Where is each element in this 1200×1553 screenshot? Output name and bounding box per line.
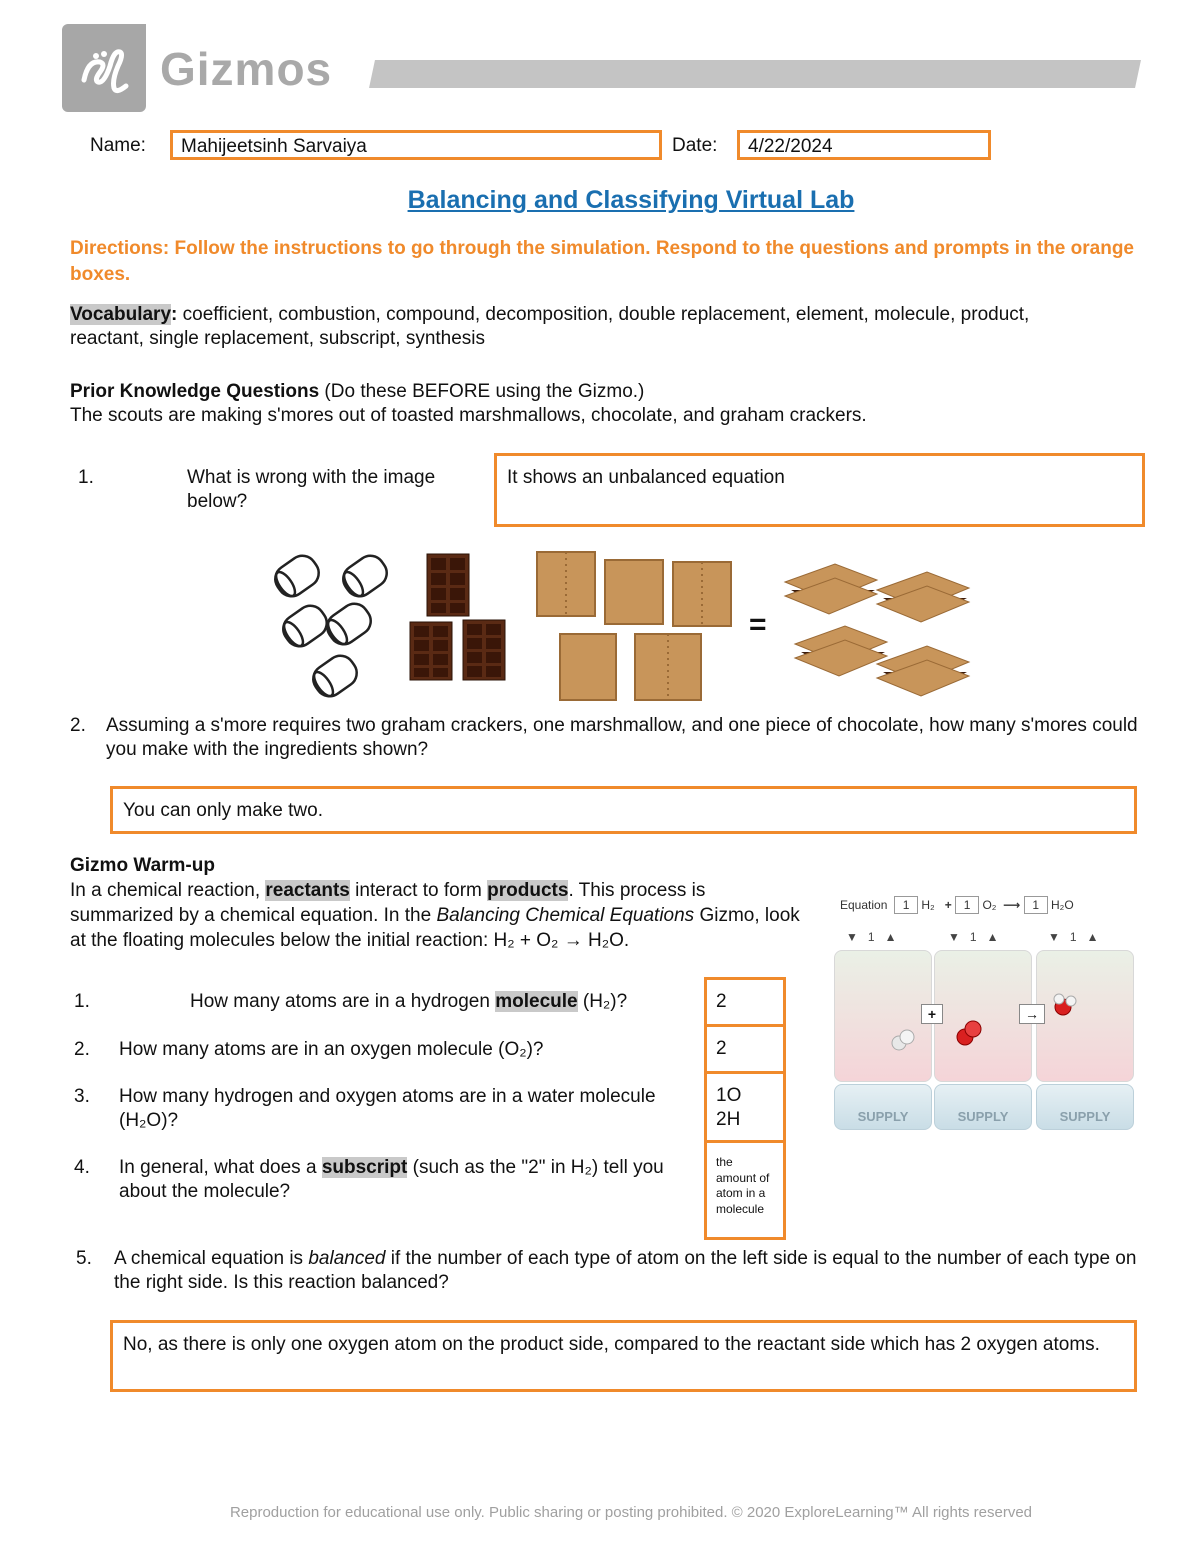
term-reactants: reactants bbox=[265, 880, 350, 901]
warmup-q5-answer-box[interactable] bbox=[110, 1320, 1137, 1392]
warmup-q3-answer-line1: 1O bbox=[716, 1085, 742, 1106]
increment-arrow-icon[interactable]: ▲ bbox=[1086, 930, 1099, 944]
warmup-q1-answer-box[interactable] bbox=[704, 977, 786, 1027]
water-molecule-icon bbox=[1037, 951, 1133, 1081]
increment-arrow-icon[interactable]: ▲ bbox=[884, 930, 897, 944]
warmup-q3-text: How many hydrogen and oxygen atoms are in a water molecule (H₂O)? bbox=[119, 1086, 656, 1131]
chamber-arrow-icon: → bbox=[1019, 1004, 1045, 1024]
vocabulary-colon: : bbox=[171, 304, 178, 325]
warmup-q2-text: How many atoms are in an oxygen molecule (O₂)? bbox=[119, 1039, 544, 1060]
name-label: Name: bbox=[90, 135, 146, 156]
date-field[interactable] bbox=[737, 130, 991, 160]
supply-button-o2[interactable]: SUPPLY bbox=[934, 1084, 1032, 1130]
reaction-chamber-h2 bbox=[834, 950, 932, 1082]
prior-q1-text: What is wrong with the image below? bbox=[187, 467, 436, 512]
term-subscript: subscript bbox=[321, 1157, 408, 1178]
warmup-q4-number: 4. bbox=[74, 1157, 90, 1178]
reaction-chamber-o2 bbox=[934, 950, 1032, 1082]
decrement-arrow-icon[interactable]: ▼ bbox=[1048, 930, 1060, 944]
graham-cracker-icons bbox=[537, 552, 731, 700]
prior-q2-number: 2. bbox=[70, 715, 86, 736]
equals-sign: = bbox=[749, 608, 767, 641]
equation-plus: + bbox=[944, 898, 952, 912]
warmup-q4-text bbox=[119, 1156, 704, 1204]
name-field[interactable] bbox=[170, 130, 662, 160]
warmup-q5-answer: No, as there is only one oxygen atom on the product side, compared to the reactant side which has 2 oxygen atoms. bbox=[123, 1334, 1100, 1355]
prior-q1-number: 1. bbox=[78, 467, 94, 488]
chocolate-bar-icons bbox=[410, 554, 505, 680]
warmup-q5-number: 5. bbox=[76, 1248, 92, 1269]
warmup-q1-text bbox=[190, 990, 700, 1014]
prior-intro: The scouts are making s'mores out of toasted marshmallows, chocolate, and graham crackers. bbox=[70, 405, 867, 426]
warmup-q1-pre: How many atoms are in a hydrogen bbox=[190, 991, 496, 1012]
warmup-q5-pre: A chemical equation is bbox=[114, 1248, 309, 1269]
warmup-q2-answer-box[interactable] bbox=[704, 1024, 786, 1074]
warmup-q4-answer-box[interactable] bbox=[704, 1140, 786, 1240]
explorelearning-logo bbox=[62, 24, 146, 112]
hydrogen-molecule-icon bbox=[835, 951, 931, 1081]
stepper-h2o[interactable] bbox=[1048, 930, 1099, 944]
smore-icons bbox=[785, 564, 969, 696]
term-balanced: balanced bbox=[308, 1248, 386, 1269]
marshmallow-icons bbox=[270, 550, 392, 701]
coefficient-h2o[interactable]: 1 bbox=[1024, 896, 1048, 914]
gizmo-equation-bar bbox=[840, 896, 1150, 914]
supply-button-h2o[interactable]: SUPPLY bbox=[1036, 1084, 1134, 1130]
warmup-q3-number: 3. bbox=[74, 1086, 90, 1107]
supply-button-h2[interactable]: SUPPLY bbox=[834, 1084, 932, 1130]
prior-q2-answer: You can only make two. bbox=[123, 800, 323, 821]
reaction-chamber-h2o bbox=[1036, 950, 1134, 1082]
warmup-q5-text bbox=[114, 1247, 1164, 1295]
species-o2: O₂ bbox=[982, 898, 997, 912]
warmup-q3-answer-line2: 2H bbox=[716, 1109, 741, 1130]
warmup-heading: Gizmo Warm-up bbox=[70, 855, 215, 876]
warmup-q4-pre: In general, what does a bbox=[119, 1157, 322, 1178]
warmup-intro-p4: Gizmo, look at the floating molecules below the initial reaction: H₂ + O₂ → H₂O. bbox=[70, 905, 800, 951]
term-molecule: molecule bbox=[495, 991, 578, 1012]
prior-q1-answer-box[interactable] bbox=[494, 453, 1145, 527]
directions-text: Directions: Follow the instructions to go through the simulation. Respond to the questions and prompts in the orange boxes. bbox=[70, 238, 1134, 285]
warmup-intro-p3: . This process is summarized by a chemical equation. In the bbox=[70, 880, 706, 926]
stepper-h2[interactable] bbox=[846, 930, 897, 944]
stepper-o2[interactable] bbox=[948, 930, 999, 944]
warmup-intro bbox=[70, 878, 810, 953]
species-h2: H₂ bbox=[921, 898, 935, 912]
page-title: Balancing and Classifying Virtual Lab bbox=[407, 186, 855, 214]
prior-heading-note: (Do these BEFORE using the Gizmo.) bbox=[319, 381, 645, 402]
name-value: Mahijeetsinh Sarvaiya bbox=[181, 136, 367, 157]
logo-glyph-icon bbox=[62, 24, 146, 112]
stepper-h2-value: 1 bbox=[867, 930, 875, 944]
equation-label: Equation bbox=[840, 898, 888, 912]
vocabulary-label: Vocabulary bbox=[70, 304, 172, 325]
vocabulary-block bbox=[70, 303, 1180, 351]
warmup-q3-answer-box[interactable] bbox=[704, 1071, 786, 1143]
warmup-q1-answer: 2 bbox=[716, 991, 727, 1012]
chamber-plus-icon: + bbox=[921, 1004, 943, 1024]
increment-arrow-icon[interactable]: ▲ bbox=[986, 930, 999, 944]
header-decorative-bar bbox=[369, 60, 1141, 88]
gizmo-name: Balancing Chemical Equations bbox=[436, 905, 695, 926]
oxygen-molecule-icon bbox=[935, 951, 1031, 1081]
vocabulary-line2: reactant, single replacement, subscript, synthesis bbox=[70, 328, 486, 349]
decrement-arrow-icon[interactable]: ▼ bbox=[846, 930, 858, 944]
stepper-h2o-value: 1 bbox=[1069, 930, 1077, 944]
warmup-q4-answer: the amount of atom in a molecule bbox=[716, 1155, 770, 1216]
warmup-q2-answer: 2 bbox=[716, 1038, 727, 1059]
warmup-q5-post: if the number of each type of atom on the left side is equal to the number of each type on the right side. Is this reaction balanced? bbox=[114, 1248, 1137, 1293]
footer-copyright: Reproduction for educational use only. Public sharing or posting prohibited. © 2020 ExploreLearning™ All rights reserved bbox=[229, 1504, 1033, 1521]
prior-knowledge-heading bbox=[70, 380, 1180, 428]
decrement-arrow-icon[interactable]: ▼ bbox=[948, 930, 960, 944]
date-value: 4/22/2024 bbox=[748, 136, 833, 157]
prior-heading-text: Prior Knowledge Questions bbox=[70, 381, 320, 402]
warmup-q2-number: 2. bbox=[74, 1039, 90, 1060]
coefficient-h2[interactable]: 1 bbox=[894, 896, 918, 914]
coefficient-o2[interactable]: 1 bbox=[955, 896, 979, 914]
warmup-intro-p1: In a chemical reaction, bbox=[70, 880, 266, 901]
date-label: Date: bbox=[672, 135, 718, 156]
equation-arrow-icon: ⟶ bbox=[1003, 898, 1021, 912]
warmup-q4-post: (such as the "2" in H₂) tell you about the molecule? bbox=[119, 1157, 664, 1202]
stepper-o2-value: 1 bbox=[969, 930, 977, 944]
species-h2o: H₂O bbox=[1051, 898, 1074, 912]
smores-equation-image bbox=[265, 548, 995, 704]
warmup-intro-p2: interact to form bbox=[349, 880, 488, 901]
prior-q1-answer: It shows an unbalanced equation bbox=[507, 467, 785, 488]
brand-wordmark: Gizmos bbox=[160, 43, 333, 95]
warmup-q1-number: 1. bbox=[74, 991, 90, 1012]
prior-q2-answer-box[interactable] bbox=[110, 786, 1137, 834]
prior-q2-text: Assuming a s'more requires two graham crackers, one marshmallow, and one piece of chocolate, how many s'mores could you make with the ingredients shown? bbox=[106, 715, 1138, 760]
term-products: products bbox=[487, 880, 569, 901]
vocabulary-line1: coefficient, combustion, compound, decomposition, double replacement, element, molecule, product, bbox=[177, 304, 1030, 325]
warmup-q1-post: (H₂)? bbox=[577, 991, 628, 1012]
